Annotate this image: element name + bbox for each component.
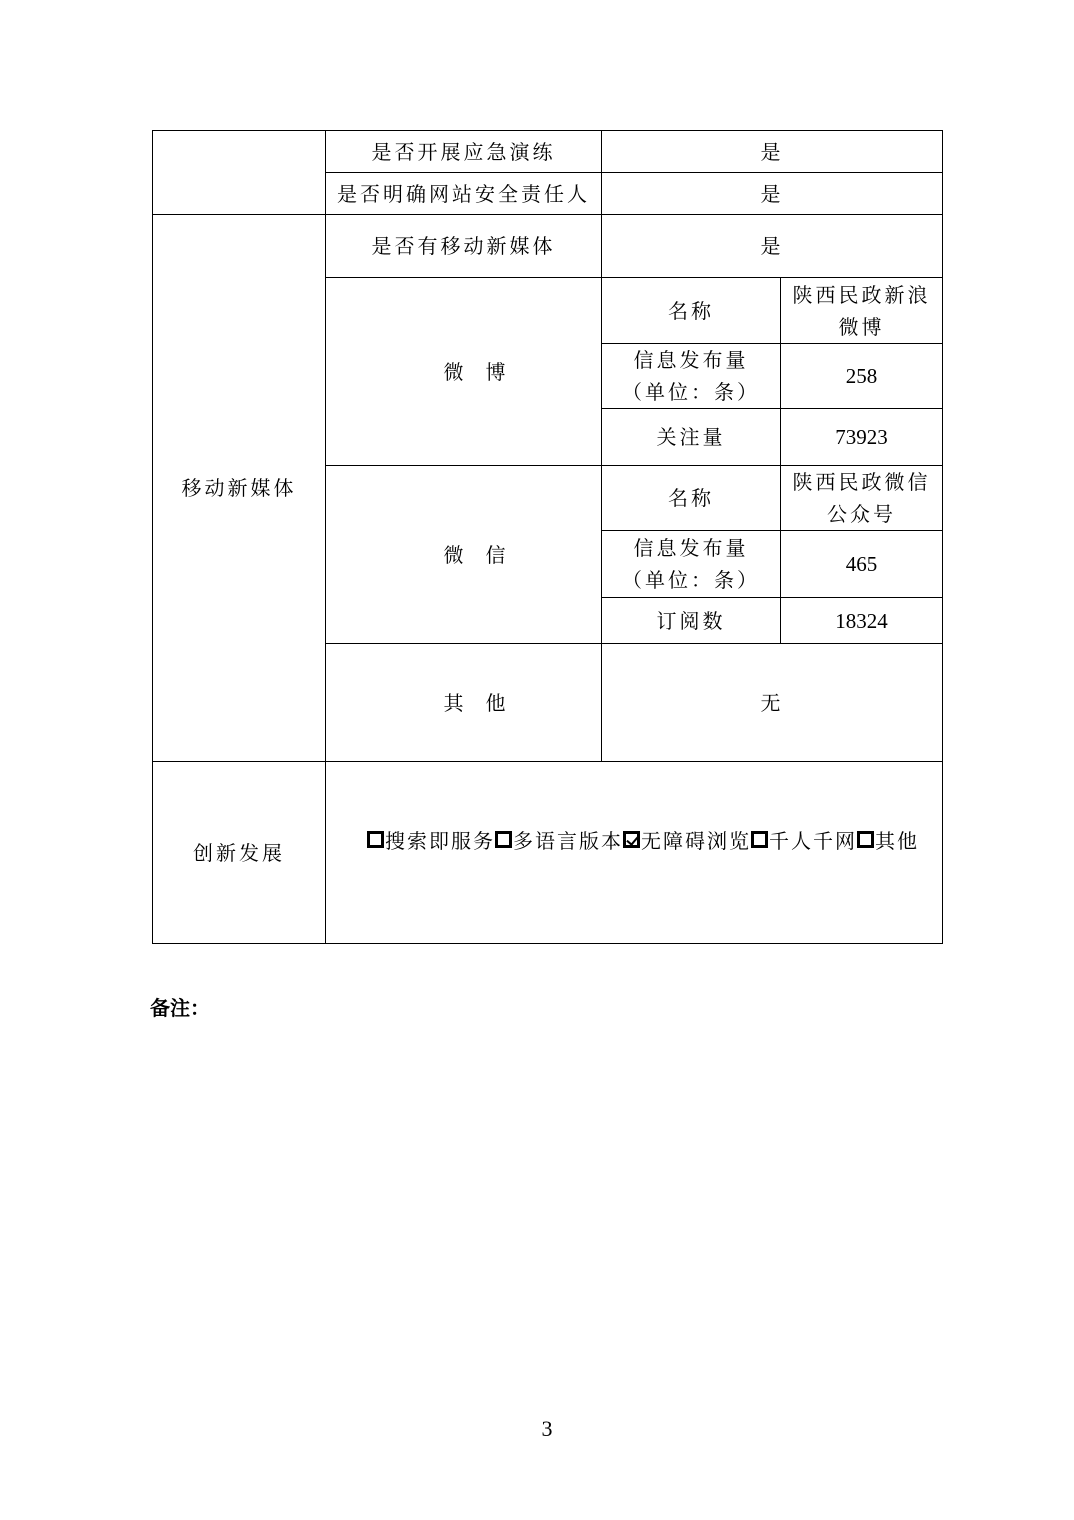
option-label: 无障碍浏览 — [641, 828, 751, 853]
has-mobile-media-value: 是 — [760, 234, 784, 258]
option-personalized[interactable] — [751, 825, 857, 854]
innovation-options — [367, 822, 942, 856]
checkbox-unchecked-icon[interactable] — [857, 831, 874, 848]
weibo-posts-label — [602, 344, 780, 408]
weibo-name-label: 名称 — [668, 298, 714, 323]
checkbox-unchecked-icon[interactable] — [751, 831, 768, 848]
wechat-name-line2: 公众号 — [827, 502, 896, 526]
innovation-section-label: 创新发展 — [193, 840, 285, 865]
weibo-posts-label-line1: 信息发布量 — [633, 348, 749, 372]
option-label: 搜索即服务 — [385, 828, 495, 853]
wechat-name-label: 名称 — [668, 486, 714, 510]
weibo-label: 微博 — [443, 359, 528, 384]
wechat-posts-label — [602, 531, 780, 597]
option-label: 千人千网 — [769, 828, 857, 853]
option-multilingual[interactable] — [495, 825, 623, 854]
option-accessibility[interactable] — [623, 825, 751, 854]
option-label: 其他 — [875, 828, 919, 853]
weibo-name-value — [781, 278, 942, 343]
weibo-followers-label: 关注量 — [656, 425, 726, 449]
option-other[interactable] — [857, 825, 919, 854]
weibo-name-line2: 微博 — [838, 314, 885, 339]
other-media-value: 无 — [760, 690, 784, 715]
security-officer-value: 是 — [760, 181, 784, 206]
weibo-posts-value: 258 — [845, 364, 878, 388]
checkbox-unchecked-icon[interactable] — [367, 831, 384, 848]
emergency-drill-label: 是否开展应急演练 — [371, 139, 556, 164]
checkbox-checked-icon[interactable] — [623, 831, 640, 848]
mobile-media-section-label: 移动新媒体 — [181, 476, 297, 500]
security-officer-label: 是否明确网站安全责任人 — [337, 181, 590, 206]
option-label: 多语言版本 — [513, 828, 623, 853]
has-mobile-media-label: 是否有移动新媒体 — [371, 234, 556, 258]
wechat-name-line1: 陕西民政微信 — [792, 470, 931, 494]
checkbox-unchecked-icon[interactable] — [495, 831, 512, 848]
wechat-subscribers-value: 18324 — [835, 608, 888, 633]
page-number: 3 — [541, 1416, 553, 1441]
wechat-posts-label-line1: 信息发布量 — [633, 536, 749, 560]
weibo-followers-value: 73923 — [835, 425, 888, 449]
wechat-subscribers-label: 订阅数 — [656, 608, 726, 633]
wechat-label: 微信 — [443, 542, 528, 567]
wechat-name-value — [781, 466, 942, 530]
option-search-service[interactable] — [367, 825, 495, 854]
other-media-label: 其他 — [443, 690, 528, 715]
wechat-posts-label-line2: （单位：条） — [622, 568, 760, 592]
emergency-drill-value: 是 — [760, 139, 784, 164]
remark-label: 备注： — [150, 996, 210, 1020]
weibo-posts-label-line2: （单位：条） — [622, 380, 760, 404]
wechat-posts-value: 465 — [845, 552, 878, 576]
weibo-name-line1: 陕西民政新浪 — [792, 282, 931, 307]
